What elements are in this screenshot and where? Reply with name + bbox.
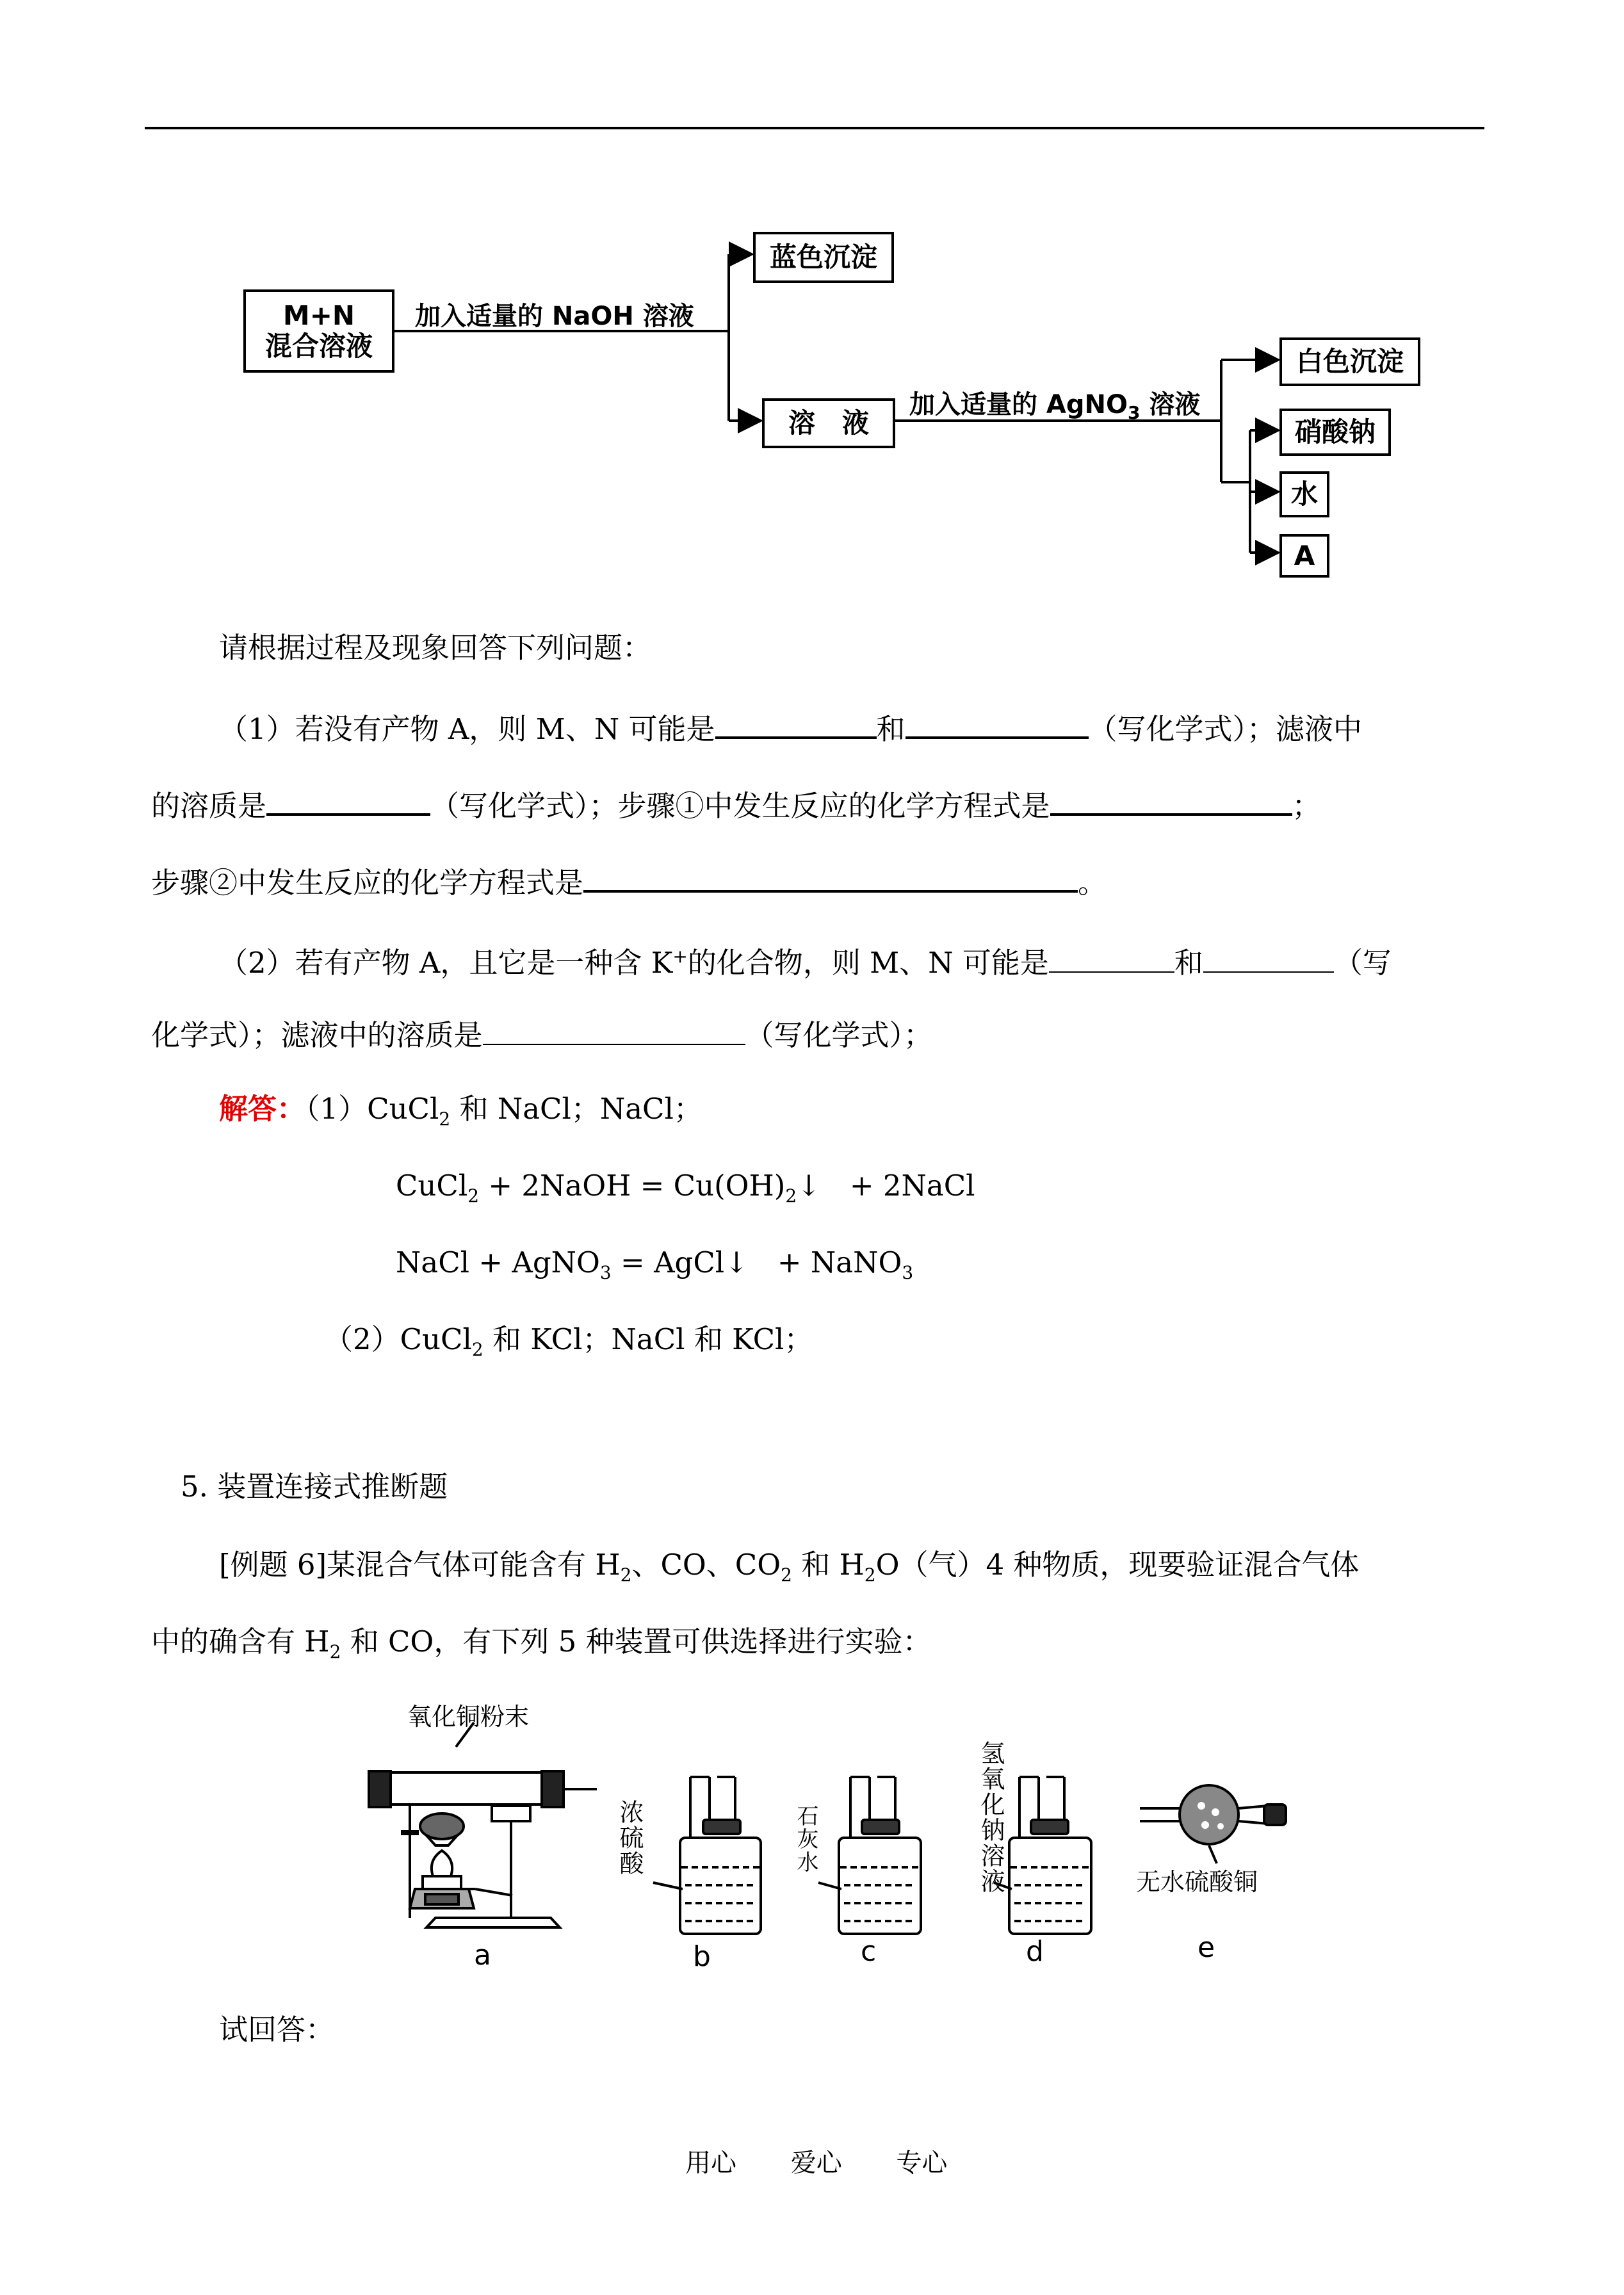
apparatus-letter-a: a (474, 1939, 491, 1972)
example-line-2: 中的确含有 $H_2$ 和 CO，有下列 5 种装置可供选择进行实验： (151, 1625, 932, 1662)
water-text: 水 (1290, 478, 1318, 510)
question-2-line-1: （2）若有产物 A，且它是一种含 K+的化合物，则 M、N 可能是 和 （写 (219, 937, 1392, 982)
sodium-nitrate-text: 硝酸钠 (1294, 416, 1376, 448)
answer-blank-q1-n (905, 707, 1089, 739)
footer-item-3: 专心 (896, 2148, 948, 2178)
question-intro: 请根据过程及现象回答下列问题： (219, 631, 652, 665)
product-a-box (1279, 534, 1329, 578)
answer-label: 解答： (219, 1092, 306, 1126)
answer-line-1: 解答：（1）CuCl$_2$ 和 NaCl；NaCl； (219, 1092, 702, 1130)
apparatus-b (653, 1777, 761, 1934)
answer-blank-q1-eq1 (1050, 784, 1292, 816)
question-1-line-2: 的溶质是 （写化学式）；步骤①中发生反应的化学方程式是 ； (151, 784, 1321, 825)
question-1-line-3: 步骤②中发生反应的化学方程式是 。 (151, 861, 1107, 902)
answer-equation-2: NaCl + AgNO$_3$ = AgCl↓ + NaNO$_3$ (396, 1245, 914, 1283)
apparatus-letter-c: c (861, 1935, 877, 1968)
footer-item-1: 用心 (685, 2148, 736, 2178)
example-line-1: [例题 6]某混合气体可能含有 $H_2$、CO、$CO_2$ 和 $H_2O$（气）4 种物质，现要验证混合气体 (219, 1548, 1360, 1585)
answer-blank-q1-eq2 (583, 861, 1078, 893)
anhydrous-copper-sulfate-label: 无水硫酸铜 (1136, 1868, 1258, 1896)
cuo-powder-label: 氧化铜粉末 (407, 1703, 530, 1731)
apparatus-e (1140, 1785, 1286, 1863)
white-precipitate-box (1279, 337, 1420, 386)
start-box-line2: 混合溶液 (264, 330, 373, 362)
concentrated-sulfuric-acid-label: 浓硫酸 (615, 1799, 644, 1876)
question-2-line-2: 化学式）；滤液中的溶质是 （写化学式）； (151, 1014, 932, 1055)
section-heading: 5. 装置连接式推断题 (181, 1470, 448, 1504)
try-answer-prompt: 试回答： (219, 2013, 335, 2047)
answer-blank-q2-n (1203, 942, 1334, 973)
answer-line-2: （2）CuCl$_2$ 和 KCl；NaCl 和 KCl； (324, 1322, 813, 1360)
answer-blank-q1-solute (266, 784, 430, 816)
footer-item-2: 爱心 (790, 2148, 842, 2178)
step2-label: 加入适量的 AgNO$_3$ 溶液 (909, 390, 1201, 423)
product-a-text: A (1294, 540, 1315, 571)
sodium-hydroxide-solution-label: 氢氧化钠溶液 (977, 1740, 1005, 1894)
page-footer (685, 2143, 993, 2179)
apparatus-letter-e: e (1198, 1931, 1215, 1964)
blue-precipitate-box (753, 232, 894, 283)
white-precipitate-text: 白色沉淀 (1295, 346, 1404, 377)
question-1-line-1: （1）若没有产物 A，则 M、N 可能是 和 （写化学式）；滤液中 (219, 707, 1362, 749)
answer-blank-q2-solute (483, 1014, 745, 1045)
solution-box (762, 398, 895, 448)
apparatus-a (369, 1723, 597, 1927)
start-box (243, 289, 394, 373)
start-box-line1: M+N (282, 300, 355, 331)
apparatus-c (818, 1777, 921, 1934)
apparatus-letter-d: d (1026, 1935, 1044, 1968)
limewater-label: 石灰水 (793, 1804, 818, 1874)
apparatus-letter-b: b (693, 1940, 711, 1973)
answer-blank-q2-m (1049, 942, 1174, 973)
answer-equation-1: CuCl$_2$ + 2NaOH = $Cu(OH)_2↓$ + 2NaCl (396, 1169, 975, 1206)
step1-label: 加入适量的 NaOH 溶液 (415, 302, 694, 331)
solution-text: 溶 液 (788, 407, 869, 439)
sodium-nitrate-box (1279, 409, 1391, 456)
blue-precipitate-text: 蓝色沉淀 (769, 241, 877, 273)
water-box (1279, 471, 1329, 517)
answer-blank-q1-m (715, 707, 877, 739)
